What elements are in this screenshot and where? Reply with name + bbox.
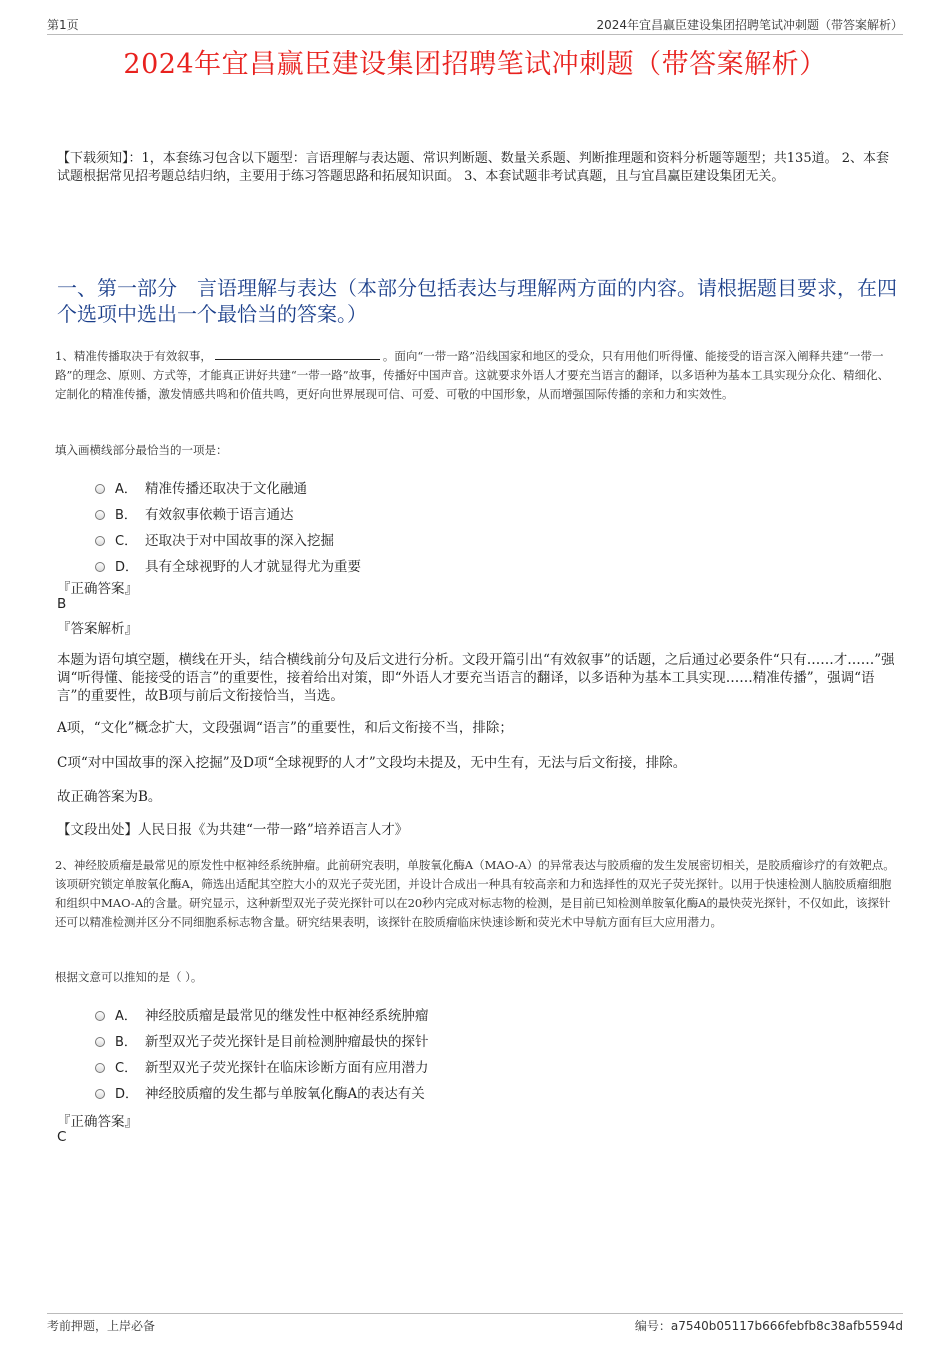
fill-blank-line [215, 347, 380, 360]
document-id: 编号：a7540b05117b666febfb8c38afb5594d [634, 1319, 903, 1333]
question-1-answer-label: 『正确答案』 [57, 581, 138, 597]
question-2-option-c[interactable] [95, 1053, 429, 1079]
question-1-text [55, 347, 900, 404]
question-1-prompt: 填入画横线部分最恰当的一项是： [55, 443, 228, 457]
question-2-option-a[interactable] [95, 1001, 429, 1027]
option-letter: A． [115, 1008, 137, 1024]
question-1-option-b[interactable] [95, 500, 361, 526]
question-2-answer: C [57, 1129, 67, 1145]
radio-icon[interactable] [95, 1063, 105, 1073]
option-letter: B． [115, 507, 137, 523]
option-letter: A． [115, 481, 137, 497]
question-2-answer-label: 『正确答案』 [57, 1114, 138, 1130]
question-2-option-d[interactable] [95, 1079, 429, 1105]
radio-icon[interactable] [95, 510, 105, 520]
question-1-analysis-label: 『答案解析』 [57, 621, 138, 637]
section-title: 一、第一部分 言语理解与表达（本部分包括表达与理解两方面的内容。请根据题目要求，在四个选项中选出一个最恰当的答案。） [57, 276, 897, 326]
option-text: 具有全球视野的人才就显得尤为重要 [145, 559, 361, 575]
radio-icon[interactable] [95, 484, 105, 494]
question-1-answer: B [57, 596, 67, 612]
page-footer [47, 1313, 903, 1334]
analysis-paragraph: 故正确答案为B。 [57, 789, 162, 805]
question-1-option-a[interactable] [95, 474, 361, 500]
question-2-text: 2、神经胶质瘤是最常见的原发性中枢神经系统肿瘤。此前研究表明，单胺氧化酶A（MAO-A）的异常表达与胶质瘤的发生发展密切相关，是胶质瘤诊疗的有效靶点。该项研究锁定单胺氧化酶A，筛选出适配其空腔大小的双光子荧光团，并设计合成出一种具有较高亲和力和选择性的双光子荧光探针。以用于快速检测人脑胶质瘤细胞和组织中MAO-A的含量。研究显示，这种新型双光子荧光探针可以在20秒内完成对标志物的检测，是目前已知检测单胺氧化酶A的最快荧光探针，不仅如此，该探针还可以精准检测并区分不同细胞系标志物含量。研究结果表明，该探针在胶质瘤临床快速诊断和荧光术中导航方面有巨大应用潜力。 [55, 858, 895, 929]
document-title: 2024年宜昌赢臣建设集团招聘笔试冲刺题（带答案解析） [123, 49, 827, 80]
page-number: 第1页 [47, 18, 79, 32]
running-title: 2024年宜昌赢臣建设集团招聘笔试冲刺题（带答案解析） [596, 18, 903, 32]
option-letter: D． [115, 1086, 139, 1102]
question-2-options [95, 1001, 429, 1105]
radio-icon[interactable] [95, 1089, 105, 1099]
radio-icon[interactable] [95, 1011, 105, 1021]
option-text: 有效叙事依赖于语言通达 [145, 507, 294, 523]
option-text: 还取决于对中国故事的深入挖掘 [145, 533, 334, 549]
option-letter: B． [115, 1034, 137, 1050]
option-letter: C． [115, 533, 138, 549]
question-2-option-b[interactable] [95, 1027, 429, 1053]
radio-icon[interactable] [95, 536, 105, 546]
question-1-text-before: 1、精准传播取决于有效叙事， [55, 349, 212, 363]
option-text: 神经胶质瘤是最常见的继发性中枢神经系统肿瘤 [145, 1008, 429, 1024]
radio-icon[interactable] [95, 1037, 105, 1047]
analysis-paragraph: C项“对中国故事的深入挖掘”及D项“全球视野的人才”文段均未提及，无中生有，无法与后文衔接，排除。 [57, 755, 687, 771]
source-citation: 【文段出处】人民日报《为共建“一带一路”培养语言人才》 [57, 822, 409, 838]
download-notice: 【下载须知】：1，本套练习包含以下题型：言语理解与表达题、常识判断题、数量关系题、判断推理题和资料分析题等题型；共135道。 2、本套试题根据常见招考题总结归纳，主要用于练习答题思路和拓展知识面。 3、本套试题非考试真题，且与宜昌赢臣建设集团无关。 [57, 151, 889, 184]
analysis-paragraph: 本题为语句填空题，横线在开头，结合横线前分句及后文进行分析。文段开篇引出“有效叙事”的话题，之后通过必要条件“只有……才……”强调“听得懂、能接受的语言”的重要性，接着给出对策，即“外语人才要充当语言的翻译，以多语种为基本工具实现……精准传播”，强调“语言”的重要性，故B项与前后文衔接恰当，当选。 [57, 652, 895, 704]
question-1-option-c[interactable] [95, 526, 361, 552]
question-1-option-d[interactable] [95, 552, 361, 578]
question-2-prompt: 根据文意可以推知的是（ ）。 [55, 970, 203, 984]
option-text: 新型双光子荧光探针是目前检测肿瘤最快的探针 [145, 1034, 429, 1050]
option-text: 精准传播还取决于文化融通 [145, 481, 307, 497]
question-1-options [95, 474, 361, 578]
radio-icon[interactable] [95, 562, 105, 572]
option-text: 新型双光子荧光探针在临床诊断方面有应用潜力 [145, 1060, 429, 1076]
page-header [47, 14, 903, 35]
footer-slogan: 考前押题，上岸必备 [47, 1319, 156, 1333]
option-letter: D． [115, 559, 139, 575]
option-letter: C． [115, 1060, 138, 1076]
option-text: 神经胶质瘤的发生都与单胺氧化酶A的表达有关 [145, 1086, 425, 1102]
question-1-text-after: 。面向“一带一路”沿线国家和地区的受众，只有用他们听得懂、能接受的语言深入阐释共建“一带一路”的理念、原则、方式等，才能真正讲好共建“一带一路”故事，传播好中国声音。这就要求外语人才要充当语言的翻译，以多语种为基本工具实现分众化、精细化、定制化的精准传播，激发情感共鸣和价值共鸣，更好向世界展现可信、可爱、可敬的中国形象，从而增强国际传播的亲和力和实效性。 [55, 349, 890, 401]
analysis-paragraph: A项，“文化”概念扩大，文段强调“语言”的重要性，和后文衔接不当，排除； [57, 720, 513, 736]
